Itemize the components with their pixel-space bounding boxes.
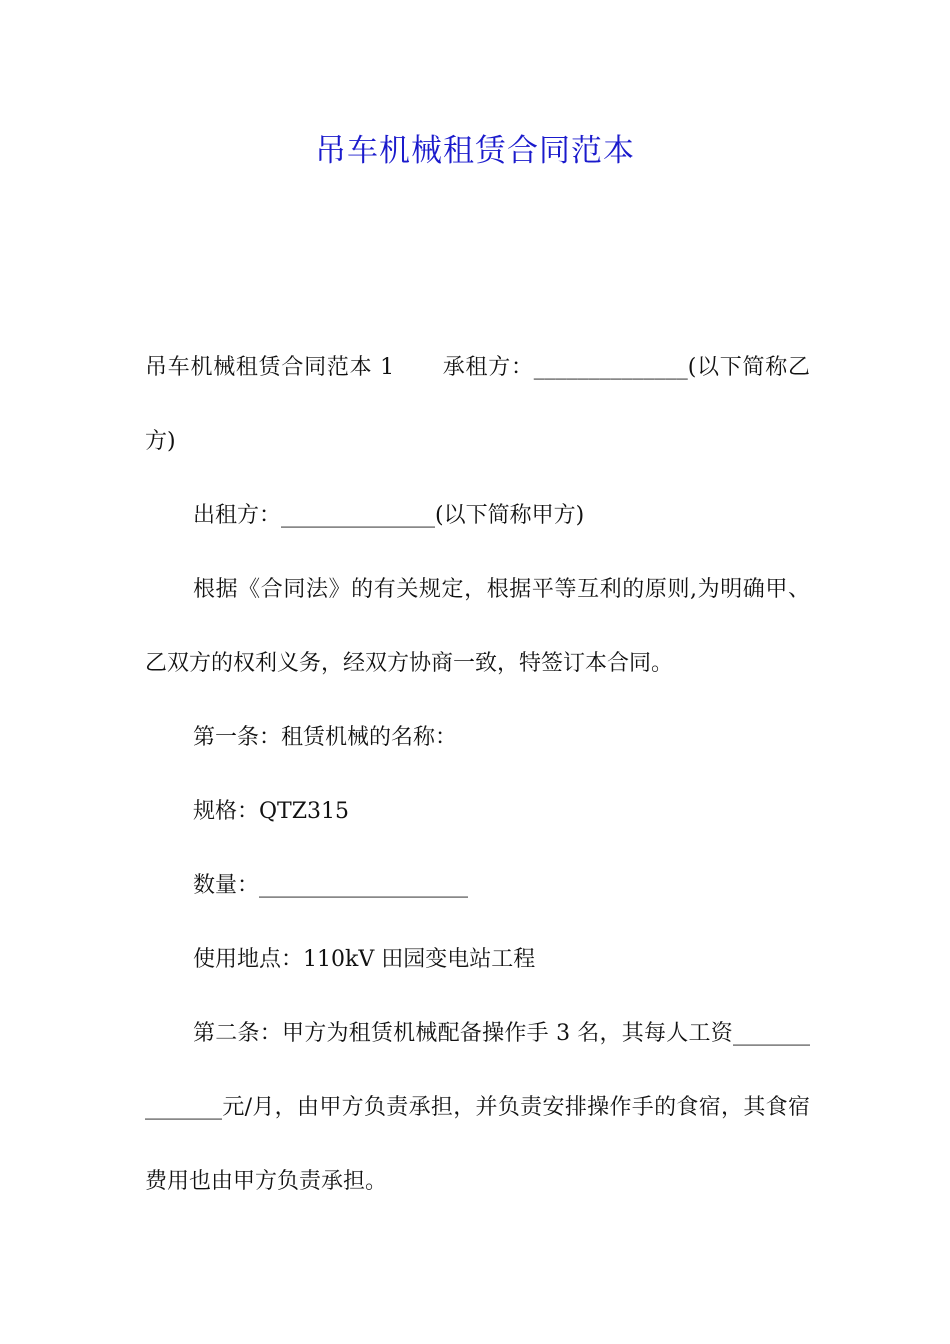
paragraph-spec: 规格：QTZ315	[193, 799, 349, 824]
paragraph-intro	[145, 331, 810, 479]
document-title: 吊车机械租赁合同范本	[315, 133, 635, 169]
paragraph-location: 使用地点：110kV 田园变电站工程	[193, 947, 536, 972]
paragraph-quantity: 数量：___________________	[193, 873, 469, 898]
lessee-line: 承租方：______________(以下简称乙方)	[145, 355, 810, 454]
paragraph-preamble: 根据《合同法》的有关规定，根据平等互利的原则,为明确甲、乙双方的权利义务，经双方协商一致，特签订本合同。	[145, 577, 810, 676]
document-body	[145, 331, 810, 1219]
paragraph-article-2: 第二条：甲方为租赁机械配备操作手 3 名，其每人工资______________元/月，由甲方负责承担，并负责安排操作手的食宿，其食宿费用也由甲方负责承担。	[145, 1021, 810, 1194]
contract-heading: 吊车机械租赁合同范本 1	[145, 355, 395, 380]
paragraph-article-1: 第一条：租赁机械的名称：	[193, 725, 458, 750]
paragraph-lessor: 出租方：______________(以下简称甲方)	[193, 503, 585, 528]
